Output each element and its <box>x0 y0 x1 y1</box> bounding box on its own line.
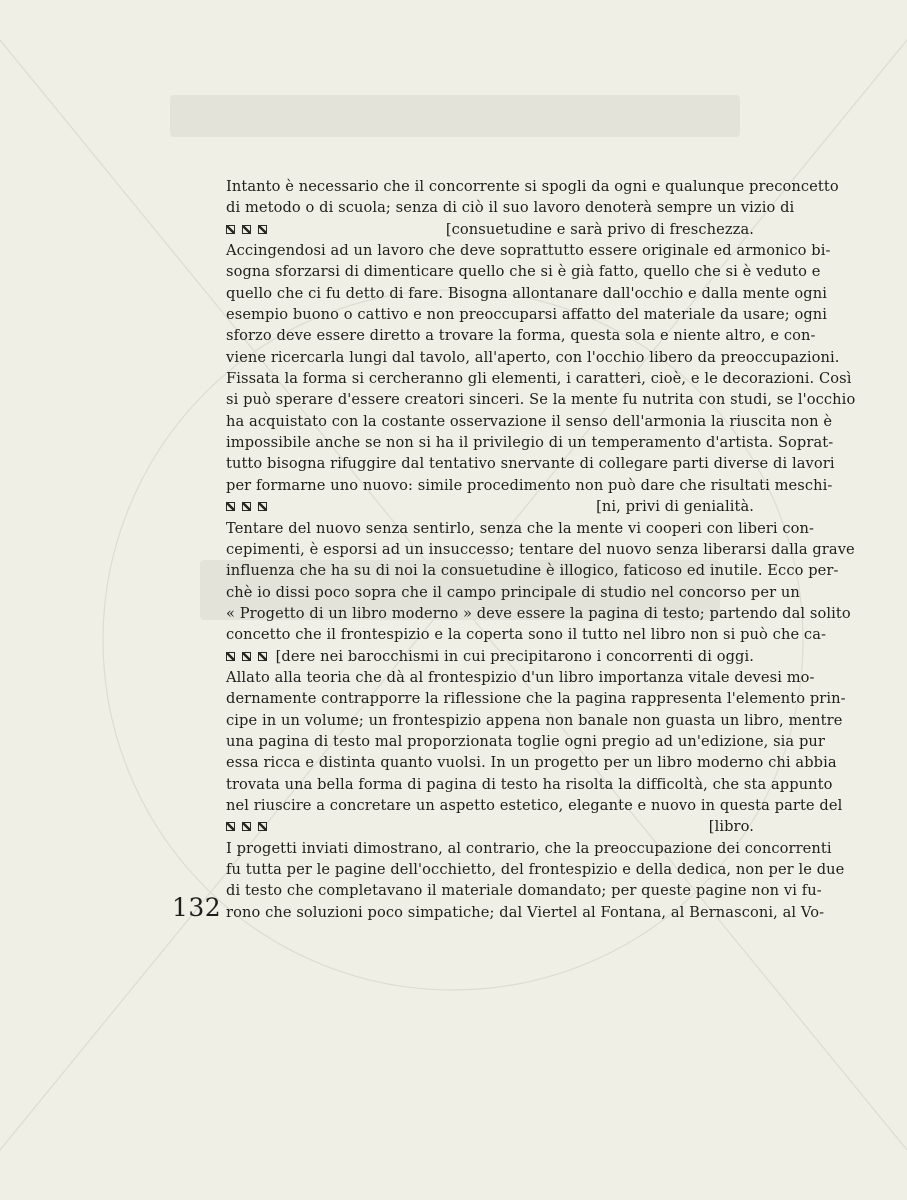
text-line: cipe in un volume; un frontespizio appena non banale non guasta un libro, mentre <box>226 711 843 729</box>
text-line: viene ricercarla lungi dal tavolo, all'aperto, con l'occhio libero da preoccupazioni. <box>226 348 840 366</box>
ornament-icon <box>242 822 251 831</box>
ornament-icon <box>226 652 235 661</box>
line-filler-ornaments <box>226 496 267 517</box>
ornament-icon <box>242 225 251 234</box>
text-line: sogna sforzarsi di dimenticare quello che si è già fatto, quello che si è veduto e <box>226 263 821 281</box>
text-line: « Progetto di un libro moderno » deve essere la pagina di testo; partendo dal solito <box>226 604 851 622</box>
text-line: nel riuscire a concretare un aspetto estetico, elegante e nuovo in questa parte del <box>226 796 843 814</box>
ornament-icon <box>258 652 267 661</box>
text-line: di testo che completavano il materiale domandato; per queste pagine non vi fu- <box>226 882 822 900</box>
text-line: impossibile anche se non si ha il privilegio di un temperamento d'artista. Soprat- <box>226 434 834 452</box>
page-number: 132 <box>172 893 222 922</box>
text-line: influenza che ha su di noi la consuetudine è illogico, faticoso ed inutile. Ecco per- <box>226 562 839 580</box>
text-line: rono che soluzioni poco simpatiche; dal Viertel al Fontana, al Bernasconi, al Vo- <box>226 903 825 921</box>
text-line: quello che ci fu detto di fare. Bisogna allontanare dall'occhio e dalla mente ogni <box>226 284 827 302</box>
ornament-icon <box>226 225 235 234</box>
text-line: una pagina di testo mal proporzionata toglie ogni pregio ad un'edizione, sia pur <box>226 732 825 750</box>
ornament-icon <box>242 502 251 511</box>
line-continuation: [libro. <box>708 818 754 836</box>
text-line: fu tutta per le pagine dell'occhietto, del frontespizio e della dedica, non per le due <box>226 861 845 878</box>
ornament-icon <box>258 225 267 234</box>
text-line: concetto che il frontespizio e la coperta sono il tutto nel libro non si può che ca- <box>226 626 827 644</box>
text-line: I progetti inviati dimostrano, al contrario, che la preoccupazione dei concorrenti <box>226 839 832 857</box>
line-continuation: [dere nei barocchismi in cui precipitarono i concorrenti di oggi. <box>275 647 754 665</box>
text-line: di metodo o di scuola; senza di ciò il suo lavoro denoterà sempre un vizio di <box>226 199 795 217</box>
text-line <box>226 496 754 517</box>
text-line: per formarne uno nuovo: simile procedimento non può dare che risultati meschi- <box>226 476 833 494</box>
text-line: trovata una bella forma di pagina di testo ha risolta la difficoltà, che sta appunto <box>226 775 833 793</box>
line-filler-ornaments <box>226 816 267 837</box>
ornament-icon <box>258 822 267 831</box>
text-line: dernamente contrapporre la riflessione che la pagina rappresenta l'elemento prin- <box>226 690 846 708</box>
body-text <box>226 176 856 923</box>
text-line: Fissata la forma si cercheranno gli elementi, i caratteri, cioè, e le decorazioni. Così <box>226 370 852 388</box>
ornament-icon <box>258 502 267 511</box>
text-line: tutto bisogna rifuggire dal tentativo snervante di collegare parti diverse di lavori <box>226 455 835 473</box>
ornament-icon <box>226 822 235 831</box>
text-line: essa ricca e distinta quanto vuolsi. In un progetto per un libro moderno chi abbia <box>226 754 837 772</box>
line-filler-ornaments <box>226 646 267 667</box>
line-continuation: [consuetudine e sarà privo di freschezza. <box>445 220 754 238</box>
line-continuation: [ni, privi di genialità. <box>596 498 754 516</box>
text-line: Intanto è necessario che il concorrente si spogli da ogni e qualunque preconcetto <box>226 178 839 195</box>
text-line <box>226 816 754 837</box>
text-line: cepimenti, è esporsi ad un insuccesso; tentare del nuovo senza liberarsi dalla grave <box>226 540 855 558</box>
line-filler-ornaments <box>226 219 267 240</box>
text-line: si può sperare d'essere creatori sinceri. Se la mente fu nutrita con studi, se l'occhio <box>226 391 856 409</box>
ornament-icon <box>242 652 251 661</box>
text-line: esempio buono o cattivo e non preoccuparsi affatto del materiale da usare; ogni <box>226 306 828 324</box>
text-line <box>226 219 754 240</box>
text-line <box>226 646 754 667</box>
text-line: chè io dissi poco sopra che il campo principale di studio nel concorso per un <box>226 583 800 601</box>
text-line: Accingendosi ad un lavoro che deve soprattutto essere originale ed armonico bi- <box>226 242 831 260</box>
ornament-icon <box>226 502 235 511</box>
text-line: Allato alla teoria che dà al frontespizio d'un libro importanza vitale devesi mo- <box>226 668 815 686</box>
text-line: ha acquistato con la costante osservazione il senso dell'armonia la riuscita non è <box>226 412 833 430</box>
text-line: sforzo deve essere diretto a trovare la forma, questa sola e niente altro, e con- <box>226 327 816 345</box>
text-line: Tentare del nuovo senza sentirlo, senza che la mente vi cooperi con liberi con- <box>226 519 815 537</box>
